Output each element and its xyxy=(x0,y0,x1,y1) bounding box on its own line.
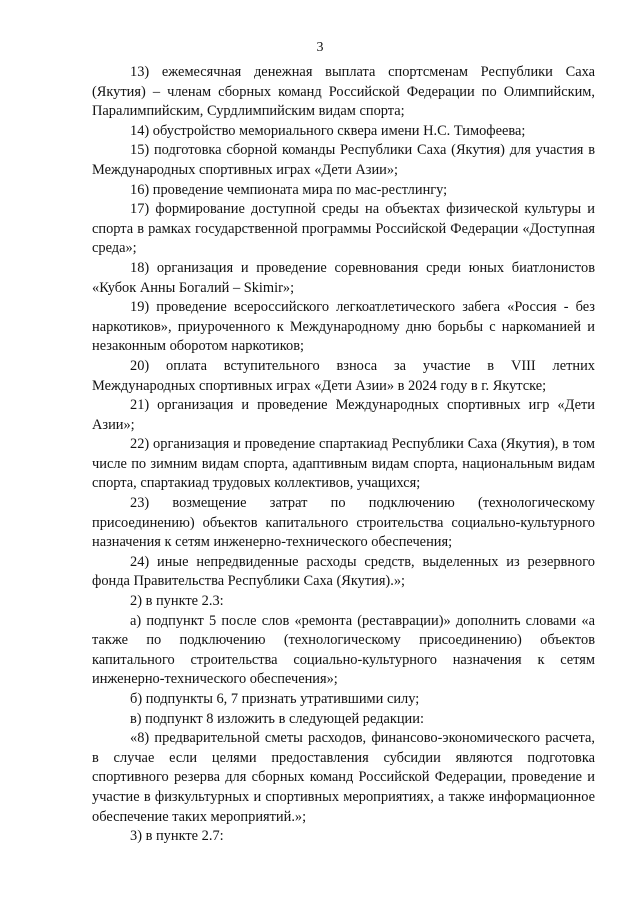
document-body xyxy=(92,63,595,847)
paragraph-item-23: 23) возмещение затрат по подключению (технологическому присоединению) объектов капитального строительства социально-культурного назначения к сетям инженерно-технического обеспечения; xyxy=(92,495,595,551)
paragraph-subpoint-v: в) подпункт 8 изложить в следующей редакции: xyxy=(130,710,424,727)
paragraph-item-13: 13) ежемесячная денежная выплата спортсменам Республики Саха (Якутия) – членам сборных команд Российской Федерации по Олимпийским, Паралимпийским, Сурдлимпийским видам спорта; xyxy=(92,64,595,120)
paragraph-item-17: 17) формирование доступной среды на объектах физической культуры и спорта в рамках государственной программы Российской Федерации «Доступная среда»; xyxy=(92,201,595,257)
paragraph-item-16: 16) проведение чемпионата мира по мас-рестлингу; xyxy=(130,181,448,198)
paragraph-subpoint-8-text: «8) предварительной сметы расходов, финансово-экономического расчета, в случае если целями предоставления субсидии являются подготовка спортивного резерва для сборных команд Российской Федерации, проведение и участие в физкультурных и спортивных мероприятиях, а также информационное обеспечение таких мероприятий.»; xyxy=(92,730,595,825)
page-number: 3 xyxy=(316,40,324,55)
paragraph-subpoint-a: а) подпункт 5 после слов «ремонта (реставрации)» дополнить словами «а также по подключению (технологическому присоединению) объектов капитального строительства социально-культурного назначения к сетям инженерно-технического обеспечения»; xyxy=(92,612,595,688)
paragraph-item-24: 24) иные непредвиденные расходы средств, выделенных из резервного фонда Правительства Республики Саха (Якутия).»; xyxy=(92,553,595,590)
paragraph-item-18: 18) организация и проведение соревнования среди юных биатлонистов «Кубок Анны Богалий – Skimir»; xyxy=(92,259,595,296)
paragraph-item-14: 14) обустройство мемориального сквера имени Н.С. Тимофеева; xyxy=(130,122,526,139)
paragraph-item-20: 20) оплата вступительного взноса за участие в VIII летних Международных спортивных играх «Дети Азии» в 2024 году в г. Якутске; xyxy=(92,357,595,394)
paragraph-point-2: 2) в пункте 2.3: xyxy=(130,593,224,610)
paragraph-item-22: 22) организация и проведение спартакиад Республики Саха (Якутия), в том числе по зимним видам спорта, адаптивным видам спорта, национальным видам спорта, спартакиад трудовых коллективов, учащихся; xyxy=(92,436,595,492)
paragraph-subpoint-b: б) подпункты 6, 7 признать утратившими силу; xyxy=(130,691,420,707)
paragraph-item-19: 19) проведение всероссийского легкоатлетического забега «Россия - без наркотиков», приуроченного к Международному дню борьбы с наркоманией и незаконным оборотом наркотиков; xyxy=(92,299,595,355)
paragraph-item-21: 21) организация и проведение Международных спортивных игр «Дети Азии»; xyxy=(92,397,595,433)
paragraph-item-15: 15) подготовка сборной команды Республики Саха (Якутия) для участия в Международных спортивных играх «Дети Азии»; xyxy=(92,142,595,178)
paragraph-point-3: 3) в пункте 2.7: xyxy=(130,828,224,845)
